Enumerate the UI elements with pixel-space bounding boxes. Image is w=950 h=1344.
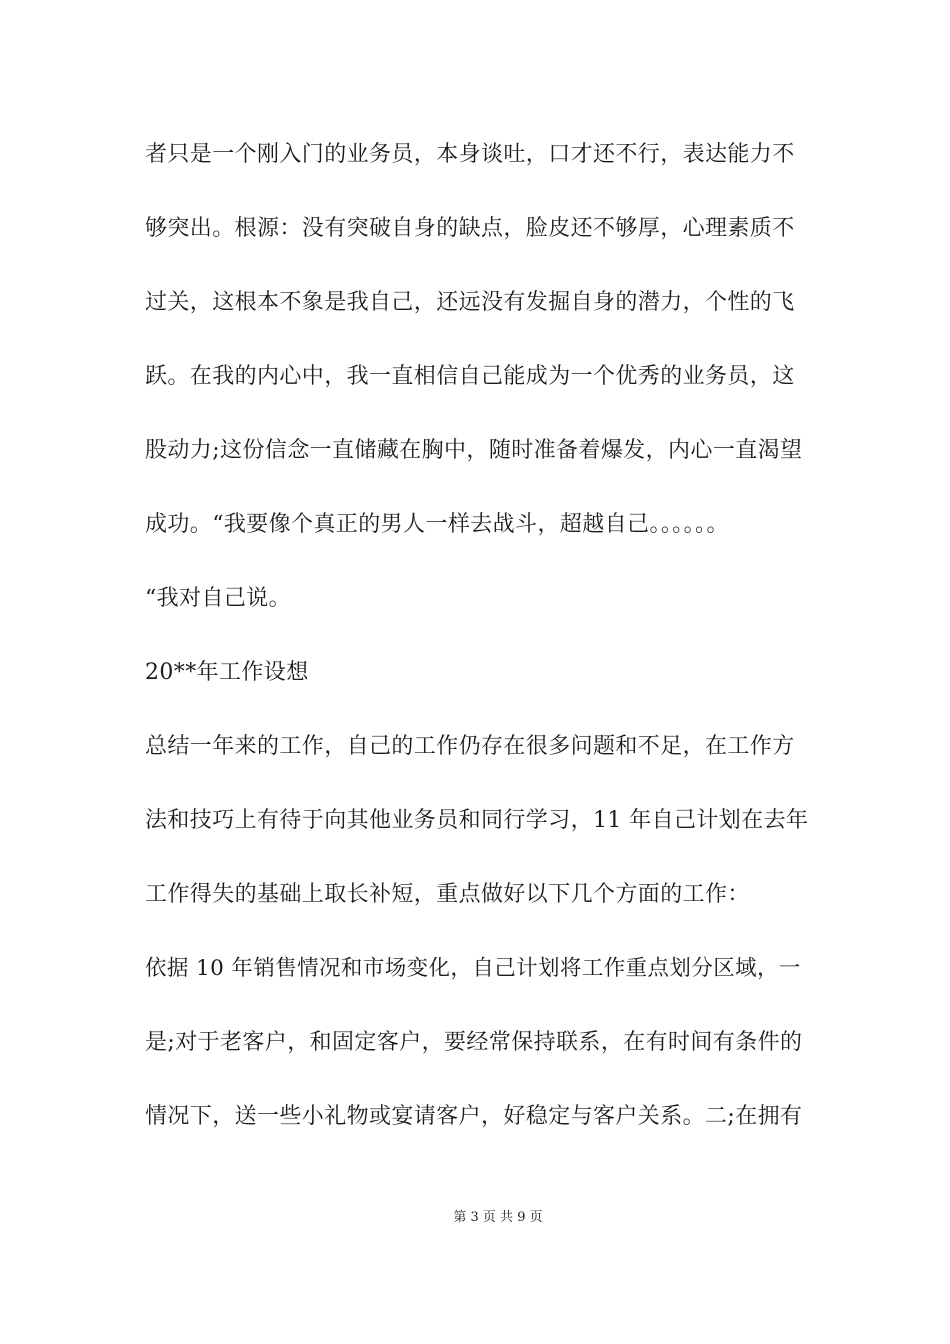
- paragraph-line: 够突出。根源：没有突破自身的缺点，脸皮还不够厚，心理素质不: [145, 216, 795, 241]
- section-heading: 20**年工作设想: [145, 660, 309, 685]
- paragraph-line: 者只是一个刚入门的业务员，本身谈吐，口才还不行，表达能力不: [145, 142, 795, 167]
- paragraph-line: 法和技巧上有待于向其他业务员和同行学习，11 年自己计划在去年: [145, 808, 809, 833]
- paragraph-line: 跃。在我的内心中，我一直相信自己能成为一个优秀的业务员，这: [145, 364, 795, 389]
- paragraph-line: 总结一年来的工作，自己的工作仍存在很多问题和不足，在工作方: [145, 734, 795, 759]
- paragraph-line: 是;对于老客户，和固定客户，要经常保持联系，在有时间有条件的: [145, 1030, 803, 1055]
- page-number-footer: 第 3 页 共 9 页: [453, 1210, 543, 1225]
- paragraph-line: 工作得失的基础上取长补短，重点做好以下几个方面的工作：: [145, 882, 750, 907]
- paragraph-line: 情况下，送一些小礼物或宴请客户，好稳定与客户关系。二;在拥有: [145, 1104, 803, 1129]
- paragraph-line: “我对自己说。: [145, 586, 292, 611]
- paragraph-line: 成功。“我要像个真正的男人一样去战斗，超越自己。。。。。。: [145, 512, 729, 537]
- paragraph-line: 股动力;这份信念一直储藏在胸中，随时准备着爆发，内心一直渴望: [145, 438, 803, 463]
- paragraph-line: 过关，这根本不象是我自己，还远没有发掘自身的潜力，个性的飞: [145, 290, 795, 315]
- paragraph-line: 依据 10 年销售情况和市场变化，自己计划将工作重点划分区域，一: [145, 956, 801, 981]
